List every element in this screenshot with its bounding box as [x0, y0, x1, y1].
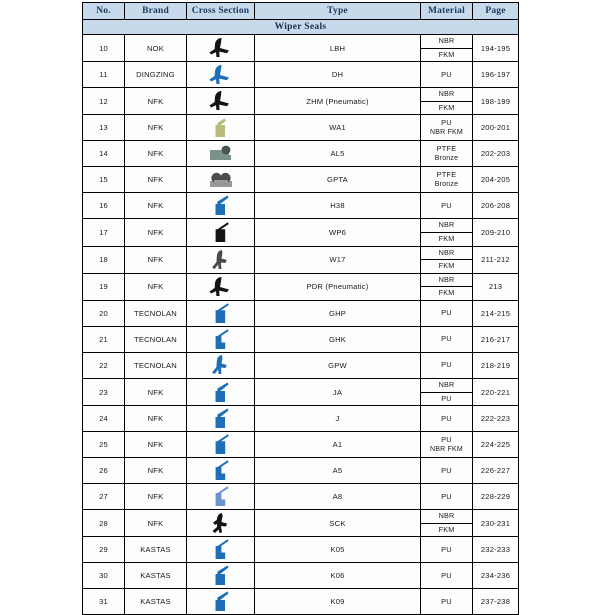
seal-gpw-icon [187, 353, 254, 377]
row-type: WP6 [255, 219, 421, 246]
row-type: W17 [255, 246, 421, 273]
seal-j-icon [187, 407, 254, 431]
table-row [83, 167, 519, 193]
row-type: GHP [255, 300, 421, 326]
table-row [83, 484, 519, 510]
seal-al5-icon [187, 142, 254, 166]
row-material [421, 193, 473, 219]
seal-k09-icon [187, 590, 254, 614]
section-title: Wiper Seals [83, 20, 519, 35]
row-cross-section [187, 300, 255, 326]
row-cross-section [187, 193, 255, 219]
row-page: 196-197 [473, 62, 519, 88]
material-primary: PU [441, 544, 452, 554]
row-page: 224-225 [473, 432, 519, 458]
row-number: 17 [83, 219, 125, 246]
material-secondary: FKM [438, 233, 455, 243]
row-page: 232-233 [473, 537, 519, 563]
row-material [421, 510, 473, 537]
row-material [421, 378, 473, 405]
row-number: 28 [83, 510, 125, 537]
seal-w17-icon [187, 248, 254, 272]
row-brand: NFK [125, 406, 187, 432]
row-cross-section [187, 406, 255, 432]
seal-sck-icon [187, 511, 254, 535]
table-row [83, 537, 519, 563]
material-primary: NBR [421, 510, 472, 524]
material-primary: PU [441, 465, 452, 475]
row-brand: NFK [125, 141, 187, 167]
column-header-type: Type [255, 3, 421, 20]
row-brand: NFK [125, 167, 187, 193]
row-brand: NFK [125, 432, 187, 458]
table-row [83, 378, 519, 405]
material-secondary: FKM [438, 49, 455, 59]
row-page: 200-201 [473, 115, 519, 141]
table-row [83, 352, 519, 378]
material-secondary: FKM [438, 524, 455, 534]
row-page: 234-236 [473, 563, 519, 589]
seal-a1-icon [187, 433, 254, 457]
row-cross-section [187, 35, 255, 62]
seal-dh-icon [187, 63, 254, 87]
row-brand: NFK [125, 378, 187, 405]
row-brand: NFK [125, 458, 187, 484]
column-header-brand: Brand [125, 3, 187, 20]
column-header-page: Page [473, 3, 519, 20]
material-primary: PU [441, 491, 452, 501]
row-brand: NFK [125, 246, 187, 273]
row-brand: TECNOLAN [125, 300, 187, 326]
row-number: 13 [83, 115, 125, 141]
row-type: K09 [255, 589, 421, 615]
row-cross-section [187, 326, 255, 352]
row-number: 15 [83, 167, 125, 193]
row-material [421, 219, 473, 246]
material-primary: NBR [421, 274, 472, 288]
material-primary: PU [441, 334, 452, 344]
row-number: 22 [83, 352, 125, 378]
row-number: 18 [83, 246, 125, 273]
row-brand: KASTAS [125, 589, 187, 615]
row-cross-section [187, 167, 255, 193]
material-secondary: NBR FKM [430, 446, 463, 454]
row-material [421, 484, 473, 510]
row-number: 20 [83, 300, 125, 326]
column-header-no: No. [83, 3, 125, 20]
row-type: GHK [255, 326, 421, 352]
table-row [83, 458, 519, 484]
material-secondary: FKM [438, 102, 455, 112]
row-type: K06 [255, 563, 421, 589]
row-material [421, 88, 473, 115]
row-number: 19 [83, 273, 125, 300]
row-type: H38 [255, 193, 421, 219]
row-number: 26 [83, 458, 125, 484]
row-page: 216-217 [473, 326, 519, 352]
material-primary: PU [441, 570, 452, 580]
row-cross-section [187, 563, 255, 589]
table-body [83, 20, 519, 615]
column-header-cross-section: Cross Section [187, 3, 255, 20]
row-brand: NFK [125, 273, 187, 300]
row-type: JA [255, 378, 421, 405]
table-row [83, 115, 519, 141]
row-cross-section [187, 378, 255, 405]
row-page: 218-219 [473, 352, 519, 378]
seal-a8-icon [187, 485, 254, 509]
seal-gpta-icon [187, 168, 254, 192]
row-page: 198-199 [473, 88, 519, 115]
row-cross-section [187, 589, 255, 615]
row-type: A8 [255, 484, 421, 510]
row-type: GPW [255, 352, 421, 378]
row-material [421, 141, 473, 167]
row-number: 27 [83, 484, 125, 510]
row-material [421, 115, 473, 141]
seal-wa1-icon [187, 116, 254, 140]
row-material [421, 352, 473, 378]
material-primary: PU [441, 308, 452, 318]
row-number: 25 [83, 432, 125, 458]
material-primary: PU [441, 200, 452, 210]
seal-k06-icon [187, 564, 254, 588]
material-primary: PU [441, 413, 452, 423]
row-cross-section [187, 88, 255, 115]
row-number: 23 [83, 378, 125, 405]
row-brand: TECNOLAN [125, 352, 187, 378]
section-title-row [83, 20, 519, 35]
row-type: WA1 [255, 115, 421, 141]
row-page: 204-205 [473, 167, 519, 193]
row-page: 228-229 [473, 484, 519, 510]
row-type: A5 [255, 458, 421, 484]
row-type: SCK [255, 510, 421, 537]
row-cross-section [187, 484, 255, 510]
row-brand: NFK [125, 484, 187, 510]
material-secondary: FKM [438, 261, 455, 271]
row-material [421, 35, 473, 62]
row-material [421, 563, 473, 589]
wiper-seals-table [82, 2, 519, 615]
row-page: 222-223 [473, 406, 519, 432]
seal-lbh-icon [187, 36, 254, 60]
row-cross-section [187, 246, 255, 273]
table-row [83, 35, 519, 62]
row-type: GPTA [255, 167, 421, 193]
row-type: DH [255, 62, 421, 88]
header-row [83, 3, 519, 20]
row-cross-section [187, 458, 255, 484]
row-cross-section [187, 219, 255, 246]
row-number: 29 [83, 537, 125, 563]
table-row [83, 193, 519, 219]
seal-h38-icon [187, 194, 254, 218]
row-material [421, 273, 473, 300]
row-cross-section [187, 510, 255, 537]
row-type: PDR (Pneumatic) [255, 273, 421, 300]
row-material [421, 246, 473, 273]
table-header [83, 3, 519, 20]
table-row [83, 62, 519, 88]
row-brand: KASTAS [125, 563, 187, 589]
seal-pdr-icon [187, 275, 254, 299]
row-page: 211-212 [473, 246, 519, 273]
seal-ja-icon [187, 380, 254, 404]
row-number: 14 [83, 141, 125, 167]
row-type: A1 [255, 432, 421, 458]
row-material [421, 300, 473, 326]
row-page: 194-195 [473, 35, 519, 62]
table-row [83, 326, 519, 352]
table-row [83, 273, 519, 300]
row-type: K05 [255, 537, 421, 563]
row-number: 10 [83, 35, 125, 62]
seal-ghk-icon [187, 327, 254, 351]
table-row [83, 510, 519, 537]
seal-ghp-icon [187, 301, 254, 325]
seal-wp6-icon [187, 220, 254, 244]
table-row [83, 88, 519, 115]
material-primary: PU [441, 360, 452, 370]
table-row [83, 432, 519, 458]
row-number: 12 [83, 88, 125, 115]
row-material [421, 62, 473, 88]
material-primary: PU NBR FKM [421, 117, 472, 138]
row-material [421, 589, 473, 615]
material-primary: NBR [421, 88, 472, 102]
table-row [83, 563, 519, 589]
material-secondary: NBR FKM [430, 129, 463, 137]
material-primary: NBR [421, 379, 472, 393]
material-primary: PU NBR FKM [421, 434, 472, 455]
material-primary: PU [441, 69, 452, 79]
table-row [83, 219, 519, 246]
row-type: LBH [255, 35, 421, 62]
row-cross-section [187, 115, 255, 141]
row-number: 21 [83, 326, 125, 352]
row-page: 237-238 [473, 589, 519, 615]
row-material [421, 432, 473, 458]
table-row [83, 406, 519, 432]
row-page: 209-210 [473, 219, 519, 246]
row-type: J [255, 406, 421, 432]
row-page: 230-231 [473, 510, 519, 537]
table-row [83, 141, 519, 167]
row-number: 31 [83, 589, 125, 615]
row-brand: TECNOLAN [125, 326, 187, 352]
table-row [83, 589, 519, 615]
row-brand: NFK [125, 219, 187, 246]
row-page: 220-221 [473, 378, 519, 405]
table-row [83, 246, 519, 273]
row-page: 202-203 [473, 141, 519, 167]
seal-k05-icon [187, 538, 254, 562]
row-material [421, 326, 473, 352]
table-row [83, 300, 519, 326]
material-primary: PTFE Bronze [421, 143, 472, 164]
row-page: 213 [473, 273, 519, 300]
row-cross-section [187, 141, 255, 167]
row-brand: KASTAS [125, 537, 187, 563]
material-primary: PU [441, 596, 452, 606]
row-brand: NFK [125, 193, 187, 219]
row-brand: DINGZING [125, 62, 187, 88]
material-primary: PTFE Bronze [421, 169, 472, 190]
row-cross-section [187, 62, 255, 88]
row-material [421, 537, 473, 563]
row-cross-section [187, 432, 255, 458]
seal-zhm-icon [187, 89, 254, 113]
row-page: 214-215 [473, 300, 519, 326]
row-type: AL5 [255, 141, 421, 167]
row-number: 30 [83, 563, 125, 589]
row-brand: NFK [125, 88, 187, 115]
row-material [421, 458, 473, 484]
row-page: 226-227 [473, 458, 519, 484]
row-number: 11 [83, 62, 125, 88]
material-secondary: Bronze [434, 155, 459, 163]
row-brand: NOK [125, 35, 187, 62]
row-page: 206-208 [473, 193, 519, 219]
material-primary: NBR [421, 219, 472, 233]
row-number: 16 [83, 193, 125, 219]
material-secondary: FKM [438, 288, 455, 298]
row-cross-section [187, 537, 255, 563]
material-secondary: Bronze [434, 181, 459, 189]
row-cross-section [187, 273, 255, 300]
row-number: 24 [83, 406, 125, 432]
column-header-material: Material [421, 3, 473, 20]
row-type: ZHM (Pneumatic) [255, 88, 421, 115]
material-secondary: PU [441, 393, 452, 403]
material-primary: NBR [421, 35, 472, 49]
row-cross-section [187, 352, 255, 378]
row-brand: NFK [125, 115, 187, 141]
row-material [421, 167, 473, 193]
material-primary: NBR [421, 247, 472, 261]
row-material [421, 406, 473, 432]
row-brand: NFK [125, 510, 187, 537]
seal-a5-icon [187, 459, 254, 483]
